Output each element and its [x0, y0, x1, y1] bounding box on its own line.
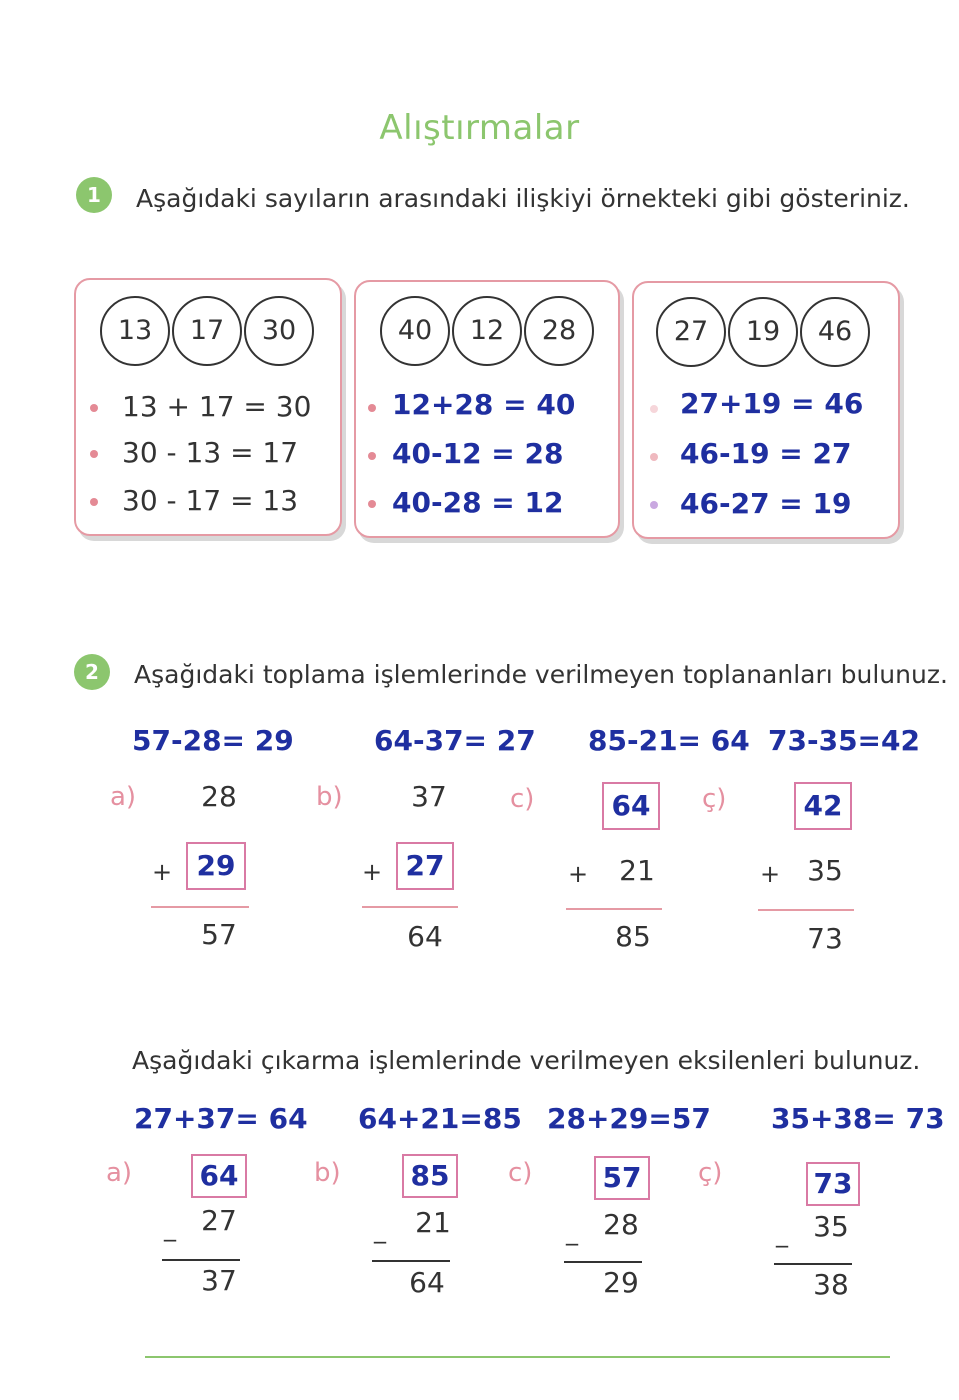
- given-addend: 21: [619, 854, 655, 887]
- exercise-3-instruction: Aşağıdaki çıkarma işlemlerinde verilmeyen eksilenleri bulunuz.: [132, 1046, 921, 1075]
- bullet: [368, 404, 376, 412]
- sum-result: 73: [807, 922, 843, 955]
- subtrahend: 21: [415, 1206, 451, 1239]
- bullet: [650, 453, 658, 461]
- sum-result: 64: [407, 920, 443, 953]
- minus-sign: _: [374, 1216, 386, 1244]
- given-addend: 35: [807, 854, 843, 887]
- answer-box: 27: [396, 842, 454, 890]
- difference-line: [564, 1261, 642, 1263]
- minus-sign: _: [164, 1214, 176, 1242]
- answer-equation: 46-19 = 27: [680, 437, 852, 470]
- number-circle: 19: [728, 297, 798, 367]
- example-equation: 13 + 17 = 30: [122, 390, 312, 423]
- bullet: [90, 450, 98, 458]
- bullet: [90, 498, 98, 506]
- plus-sign: +: [362, 858, 383, 886]
- exercise-2-badge: 2: [74, 654, 110, 690]
- example-equation: 30 - 13 = 17: [122, 436, 299, 469]
- number-circle: 28: [524, 296, 594, 366]
- bullet: [90, 404, 98, 412]
- subtrahend: 27: [201, 1204, 237, 1237]
- answer-box: 42: [794, 782, 852, 830]
- hint-equation: 73-35=42: [768, 724, 920, 757]
- answer-box: 73: [806, 1162, 860, 1206]
- footer-divider: [145, 1356, 890, 1358]
- number-circle: 46: [800, 297, 870, 367]
- relation-box-2: [354, 280, 620, 538]
- number-circle: 12: [452, 296, 522, 366]
- problem-letter: a): [106, 1158, 133, 1188]
- sum-line: [151, 906, 249, 908]
- difference-result: 37: [201, 1264, 237, 1297]
- difference-line: [162, 1259, 240, 1261]
- hint-equation: 64-37= 27: [374, 724, 536, 757]
- answer-box: 29: [186, 842, 246, 890]
- exercise-1-badge: 1: [76, 177, 112, 213]
- hint-equation: 57-28= 29: [132, 724, 294, 757]
- relation-box-3: [632, 281, 900, 539]
- answer-equation: 12+28 = 40: [392, 388, 576, 421]
- relation-box-1: [74, 278, 342, 536]
- hint-equation: 28+29=57: [547, 1102, 711, 1135]
- problem-letter: b): [314, 1158, 341, 1188]
- hint-equation: 35+38= 73: [771, 1102, 945, 1135]
- problem-letter: c): [508, 1158, 533, 1188]
- bullet: [650, 405, 658, 413]
- problem-letter: ç): [698, 1158, 723, 1188]
- given-addend: 37: [411, 780, 447, 813]
- difference-result: 64: [409, 1266, 445, 1299]
- number-circle: 17: [172, 296, 242, 366]
- exercise-1-instruction: Aşağıdaki sayıların arasındaki ilişkiyi örnekteki gibi gösteriniz.: [136, 184, 910, 213]
- given-addend: 28: [201, 780, 237, 813]
- page-title: Alıştırmalar: [379, 108, 580, 148]
- number-circle: 27: [656, 297, 726, 367]
- minus-sign: _: [776, 1220, 788, 1248]
- number-circle: 40: [380, 296, 450, 366]
- number-circle: 13: [100, 296, 170, 366]
- exercise-2-instruction: Aşağıdaki toplama işlemlerinde verilmeyen toplananları bulunuz.: [134, 660, 948, 689]
- answer-equation: 40-28 = 12: [392, 486, 564, 519]
- sum-result: 85: [615, 920, 651, 953]
- answer-equation: 46-27 = 19: [680, 487, 852, 520]
- answer-box: 64: [602, 782, 660, 830]
- answer-box: 85: [402, 1154, 458, 1198]
- answer-box: 64: [191, 1154, 247, 1198]
- problem-letter: c): [510, 784, 535, 814]
- sum-line: [362, 906, 458, 908]
- plus-sign: +: [568, 860, 589, 888]
- hint-equation: 85-21= 64: [588, 724, 750, 757]
- difference-line: [372, 1260, 450, 1262]
- hint-equation: 27+37= 64: [134, 1102, 308, 1135]
- bullet: [650, 501, 658, 509]
- difference-result: 29: [603, 1266, 639, 1299]
- answer-equation: 27+19 = 46: [680, 387, 864, 420]
- problem-letter: b): [316, 782, 343, 812]
- example-equation: 30 - 17 = 13: [122, 484, 299, 517]
- problem-letter: a): [110, 782, 137, 812]
- plus-sign: +: [760, 860, 781, 888]
- minus-sign: _: [566, 1218, 578, 1246]
- difference-result: 38: [813, 1268, 849, 1301]
- bullet: [368, 452, 376, 460]
- hint-equation: 64+21=85: [358, 1102, 522, 1135]
- answer-box: 57: [594, 1156, 650, 1200]
- difference-line: [774, 1263, 852, 1265]
- sum-line: [566, 908, 662, 910]
- subtrahend: 28: [603, 1208, 639, 1241]
- sum-result: 57: [201, 918, 237, 951]
- plus-sign: +: [152, 858, 173, 886]
- subtrahend: 35: [813, 1210, 849, 1243]
- number-circle: 30: [244, 296, 314, 366]
- sum-line: [758, 909, 854, 911]
- answer-equation: 40-12 = 28: [392, 437, 564, 470]
- problem-letter: ç): [702, 784, 727, 814]
- bullet: [368, 500, 376, 508]
